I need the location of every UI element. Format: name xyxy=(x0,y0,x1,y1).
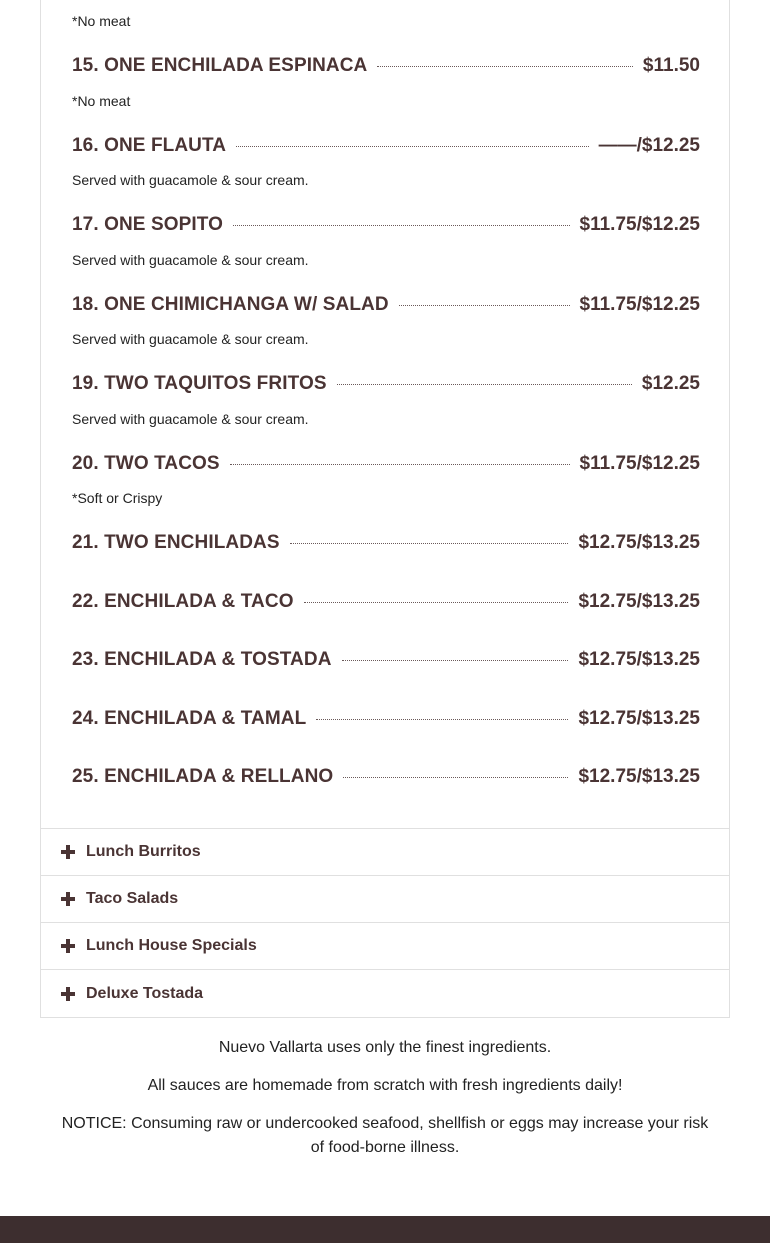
dot-leader xyxy=(377,66,633,67)
item-note: *Soft or Crispy xyxy=(72,490,163,506)
dot-leader xyxy=(230,464,570,465)
site-footer-bar xyxy=(0,1216,770,1243)
dot-leader xyxy=(337,384,632,385)
item-note: Served with guacamole & sour cream. xyxy=(72,411,309,427)
menu-item-name: 24. ENCHILADA & TAMAL xyxy=(72,708,307,729)
dot-leader xyxy=(236,146,588,147)
menu-item-price: $12.75/$13.25 xyxy=(578,532,700,553)
plus-icon xyxy=(61,939,75,953)
dot-leader xyxy=(342,660,569,661)
menu-item-price: $12.75/$13.25 xyxy=(578,766,700,787)
accordion-label: Deluxe Tostada xyxy=(86,984,204,1002)
menu-item-price: $12.75/$13.25 xyxy=(578,649,700,670)
accordion-taco-salads[interactable] xyxy=(41,876,729,923)
accordion-label: Taco Salads xyxy=(86,890,179,907)
menu-item-name: 18. ONE CHIMICHANGA W/ SALAD xyxy=(72,294,389,315)
menu-item xyxy=(72,589,700,615)
menu-item xyxy=(72,371,700,397)
menu-item-name: 23. ENCHILADA & TOSTADA xyxy=(72,649,332,670)
plus-icon xyxy=(61,892,75,906)
menu-item-price: $12.75/$13.25 xyxy=(578,591,700,612)
item-note: Served with guacamole & sour cream. xyxy=(72,252,309,268)
menu-item xyxy=(72,133,700,159)
item-note: Served with guacamole & sour cream. xyxy=(72,172,309,188)
accordion-label: Lunch Burritos xyxy=(86,843,201,860)
menu-accordion xyxy=(40,828,730,1018)
menu-item-name: 20. TWO TACOS xyxy=(72,453,220,474)
menu-item xyxy=(72,530,700,556)
footer-ingredients-note: Nuevo Vallarta uses only the finest ingredients. xyxy=(218,1039,552,1056)
menu-item xyxy=(72,53,700,79)
item-note: Served with guacamole & sour cream. xyxy=(72,331,309,347)
footer-notice: NOTICE: Consuming raw or undercooked seafood, shellfish or eggs may increase your risk of food-borne illness. xyxy=(61,1115,709,1156)
dot-leader xyxy=(304,602,569,603)
accordion-deluxe-tostada[interactable] xyxy=(41,970,729,1017)
menu-item xyxy=(72,706,700,732)
menu-item-price: $12.75/$13.25 xyxy=(578,708,700,729)
menu-item-name: 15. ONE ENCHILADA ESPINACA xyxy=(72,55,368,76)
menu-item-name: 16. ONE FLAUTA xyxy=(72,135,227,156)
menu-item-name: 17. ONE SOPITO xyxy=(72,214,223,235)
menu-item-name: 19. TWO TAQUITOS FRITOS xyxy=(72,373,327,394)
menu-item xyxy=(72,212,700,238)
menu-item xyxy=(72,764,700,790)
accordion-lunch-burritos[interactable] xyxy=(41,829,729,876)
menu-item-price: $12.25 xyxy=(641,373,700,394)
dot-leader xyxy=(316,719,568,720)
accordion-lunch-house-specials[interactable] xyxy=(41,923,729,970)
menu-item-price: $11.75/$12.25 xyxy=(579,294,700,315)
menu-item-price: ——/$12.25 xyxy=(598,135,700,156)
footer-sauces-note: All sauces are homemade from scratch with fresh ingredients daily! xyxy=(147,1077,623,1094)
plus-icon xyxy=(61,987,75,1001)
menu-item-name: 25. ENCHILADA & RELLANO xyxy=(72,766,334,787)
item-note: *No meat xyxy=(72,13,131,29)
menu-item-price: $11.75/$12.25 xyxy=(579,214,700,235)
menu-item xyxy=(72,292,700,318)
menu-item-price: $11.75/$12.25 xyxy=(579,453,700,474)
menu-section-panel xyxy=(40,0,730,829)
menu-item-name: 22. ENCHILADA & TACO xyxy=(72,591,294,612)
menu-item xyxy=(72,451,700,477)
dot-leader xyxy=(233,225,570,226)
item-note: *No meat xyxy=(72,93,131,109)
dot-leader xyxy=(343,777,568,778)
plus-icon xyxy=(61,845,75,859)
menu-item-price: $11.50 xyxy=(642,55,700,76)
menu-item xyxy=(72,647,700,673)
accordion-label: Lunch House Specials xyxy=(86,937,257,954)
menu-item-name: 21. TWO ENCHILADAS xyxy=(72,532,280,553)
dot-leader xyxy=(399,305,570,306)
dot-leader xyxy=(290,543,569,544)
